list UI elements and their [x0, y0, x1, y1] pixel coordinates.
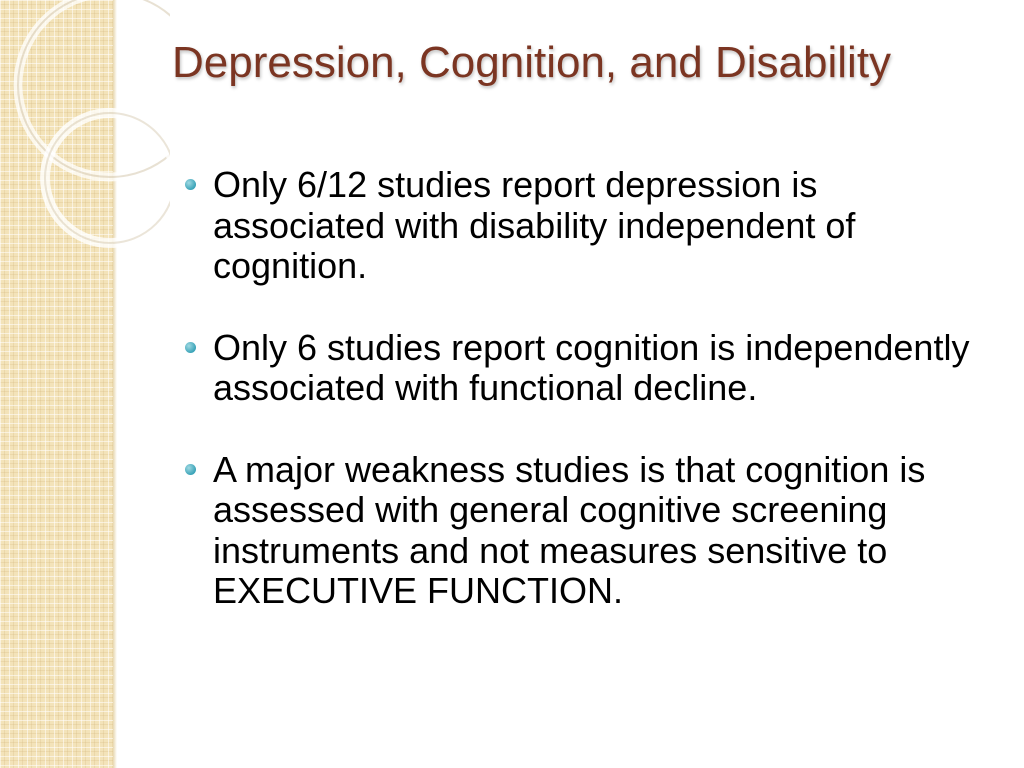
decorative-ring-outer — [18, 0, 170, 177]
bullet-item — [185, 328, 985, 409]
bullet-dot-icon — [185, 464, 196, 475]
bullet-item — [185, 165, 985, 287]
bullet-text: Only 6 studies report cognition is independently associated with functional decline. — [213, 326, 970, 408]
bullet-dot-icon — [185, 342, 196, 353]
bullet-dot-icon — [185, 179, 196, 190]
bullet-item — [185, 450, 985, 612]
bullet-text: A major weakness studies is that cognition is assessed with general cognitive screening instruments and not measures sensitive to EXECUTIVE FUNCTION. — [213, 448, 926, 611]
decorative-rings — [0, 0, 170, 260]
bullet-list — [185, 165, 985, 612]
bullet-text: Only 6/12 studies report depression is associated with disability independent of cognition. — [213, 164, 856, 286]
slide-title: Depression, Cognition, and Disability — [172, 38, 892, 87]
